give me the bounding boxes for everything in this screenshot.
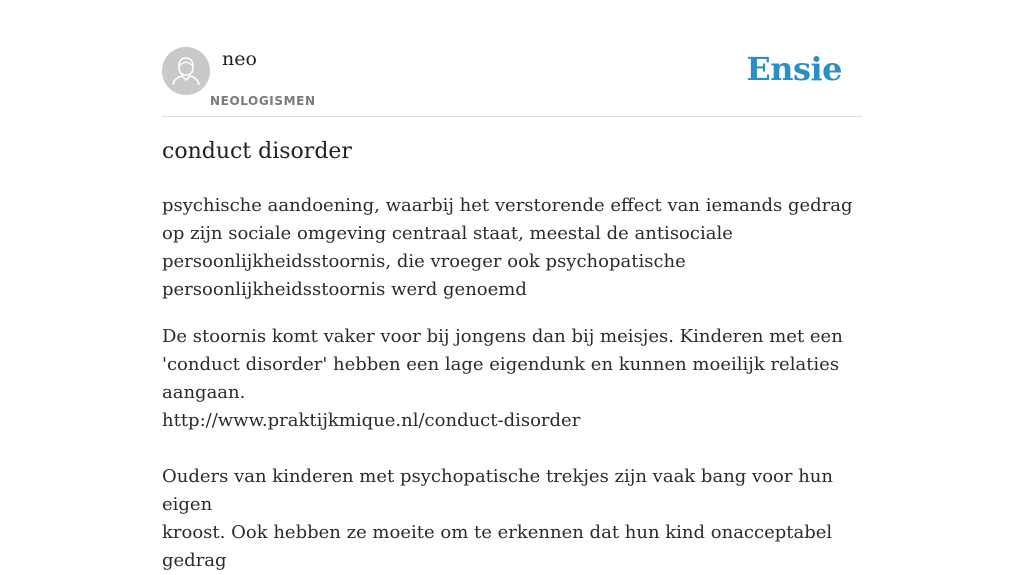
entry-title: conduct disorder [162, 139, 352, 164]
example-line [162, 435, 857, 463]
example-line: De stoornis komt vaker voor bij jongens dan bij meisjes. Kinderen met een [162, 326, 843, 347]
brand-logo[interactable]: Ensie [746, 50, 842, 88]
category-label[interactable]: NEOLOGISMEN [210, 94, 316, 108]
author-name[interactable]: neo [222, 48, 257, 70]
author-header [162, 46, 862, 117]
article-page [162, 0, 862, 571]
entry-definition: psychische aandoening, waarbij het verstorende effect van iemands gedrag op zijn sociale omgeving centraal staat, meestal de antisociale persoonlijkheidsstoornis, die vroeger ook psychopatische persoonlijkheidsstoornis werd genoemd [162, 195, 853, 300]
avatar[interactable] [162, 47, 210, 95]
example-line: 'conduct disorder' hebben een lage eigendunk en kunnen moeilijk relaties [162, 354, 840, 375]
user-silhouette-icon [162, 47, 210, 95]
example-line: aangaan. [162, 382, 246, 403]
example-line: Ouders van kinderen met psychopatische trekjes zijn vaak bang voor hun eigen [162, 466, 833, 515]
example-line: kroost. Ook hebben ze moeite om te erkennen dat hun kind onacceptabel gedrag [162, 522, 833, 571]
example-source-link[interactable]: http://www.praktijkmique.nl/conduct-disorder [162, 410, 581, 431]
entry-example [162, 323, 857, 575]
